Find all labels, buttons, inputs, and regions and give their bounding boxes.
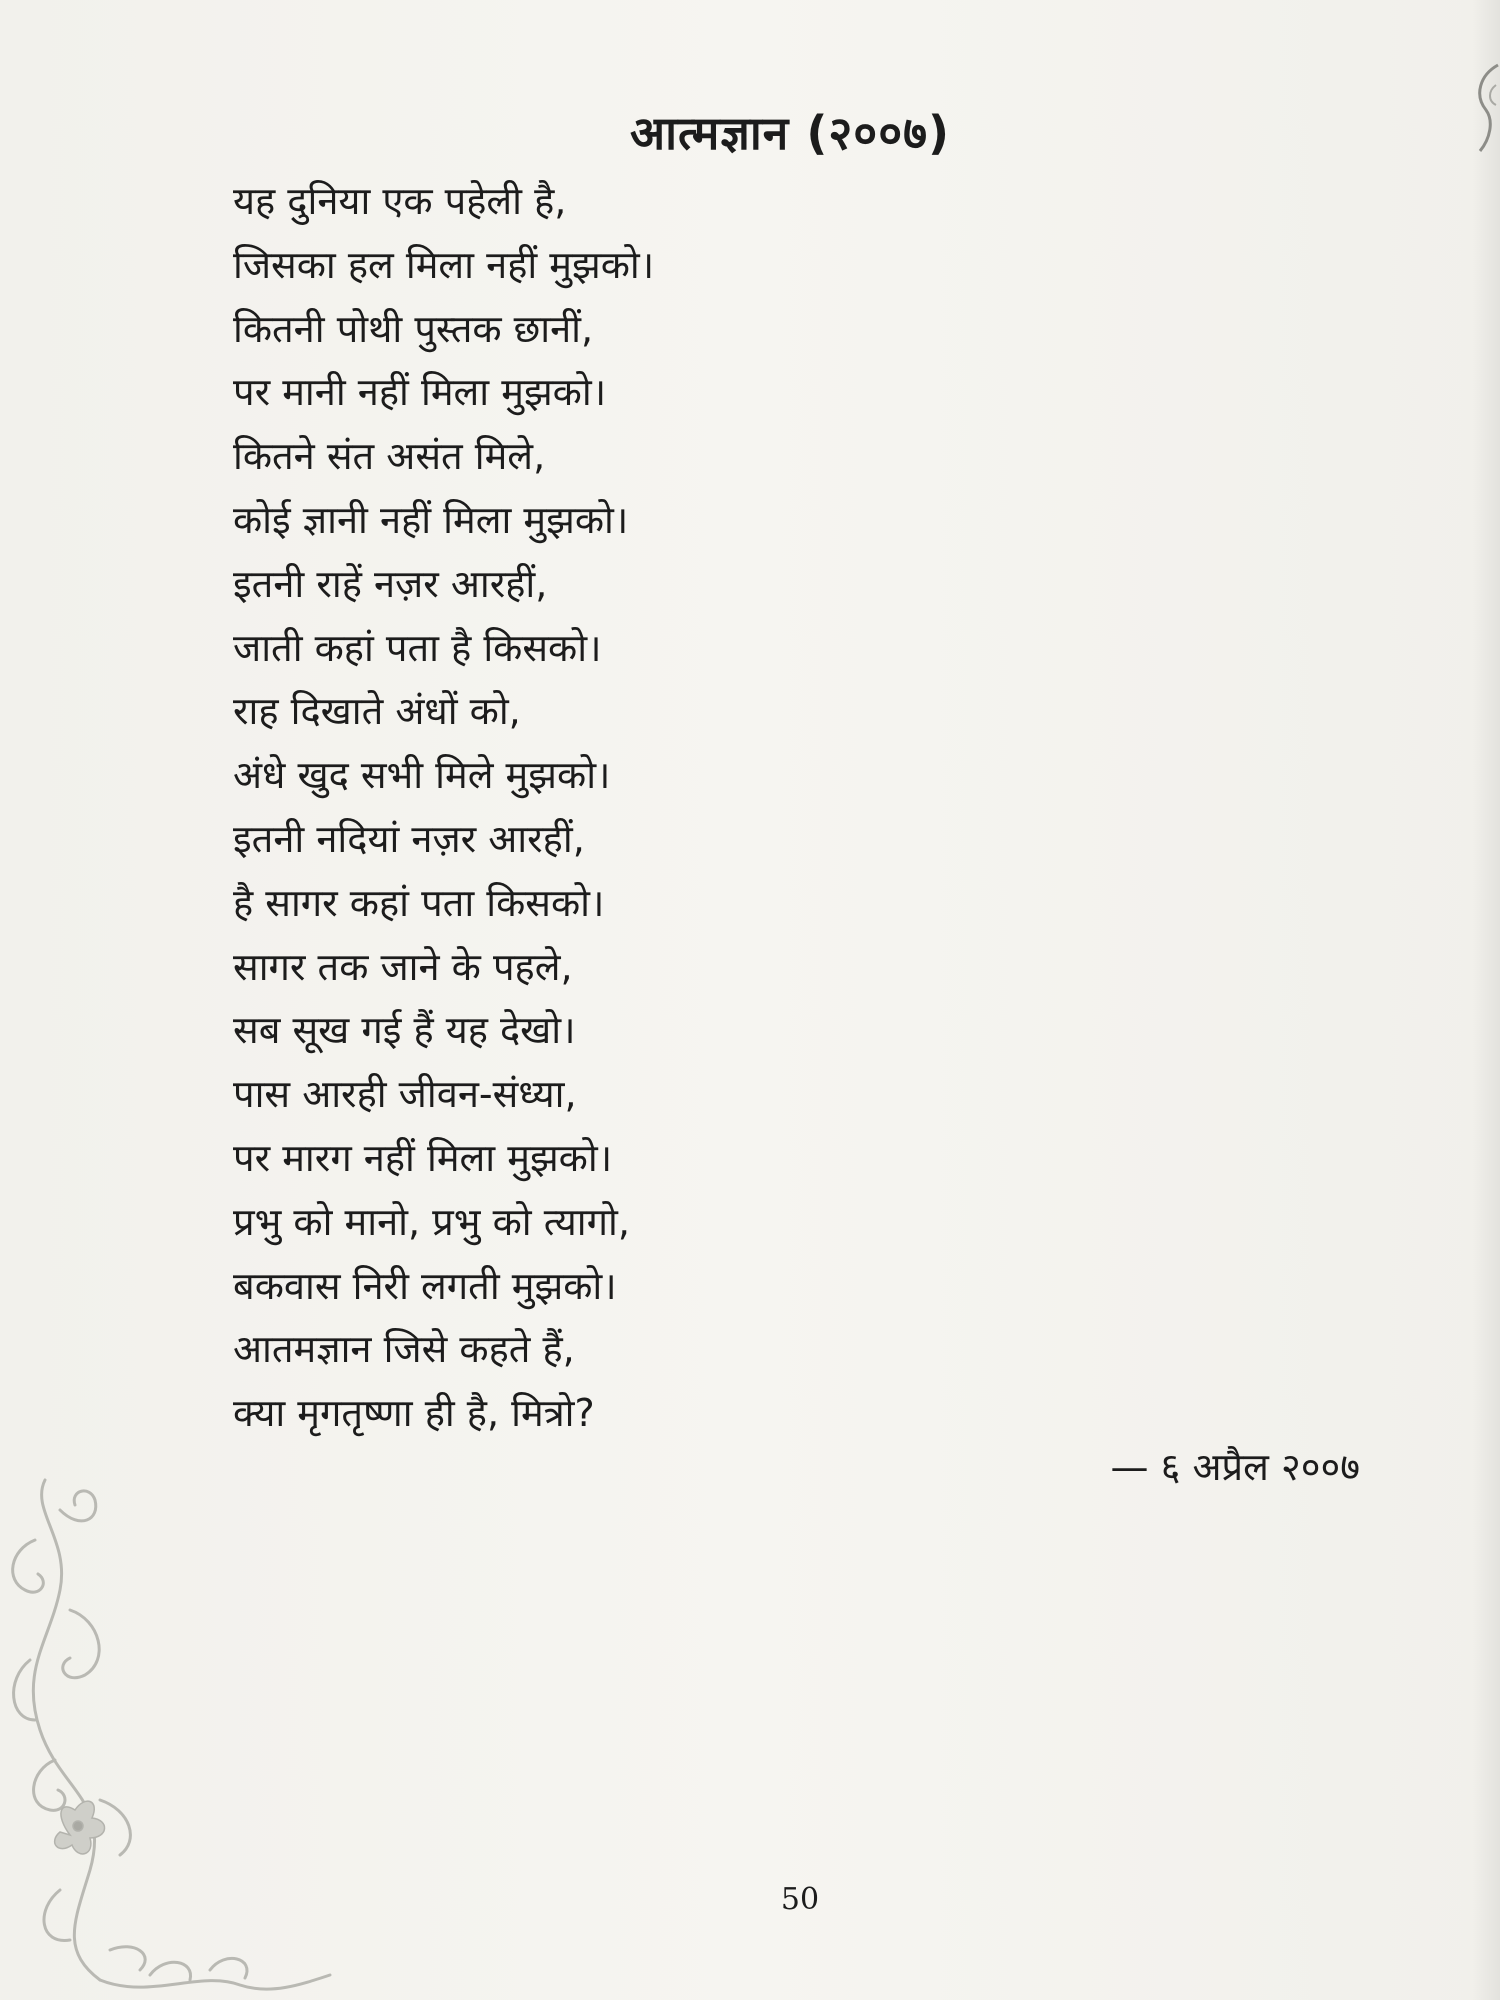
poem-line: आतमज्ञान जिसे कहते हैं, <box>233 1327 575 1372</box>
poem-line: सागर तक जाने के पहले, <box>233 944 573 989</box>
poem-line: क्या मृगतृष्णा ही है, मित्रो? <box>233 1391 595 1436</box>
page-number: 50 <box>780 1882 820 1917</box>
poem-line: यह दुनिया एक पहेली है, <box>233 179 567 223</box>
poem-line: पास आरही जीवन-संध्या, <box>233 1072 577 1117</box>
poem-line: कितने संत असंत मिले, <box>233 434 546 479</box>
floral-scroll-ornament-icon <box>0 1470 340 2000</box>
poem-title: आत्मज्ञान (२००७) <box>629 105 951 160</box>
poem-line: पर मारग नहीं मिला मुझको। <box>233 1135 613 1180</box>
poem-line: अंधे खुद सभी मिले मुझको। <box>233 753 611 798</box>
poem-line: जिसका हल मिला नहीं मुझको। <box>233 242 655 287</box>
poem-line: जाती कहां पता है किसको। <box>233 625 602 670</box>
poem-line: इतनी राहें नज़र आरहीं, <box>233 561 548 606</box>
page-edge-shadow <box>1472 0 1500 2000</box>
poem-date: — ६ अप्रैल २००७ <box>1110 1445 1360 1489</box>
poem-line: है सागर कहां पता किसको। <box>233 880 605 925</box>
poem-line: कोई ज्ञानी नहीं मिला मुझको। <box>233 497 629 542</box>
poem-line: पर मानी नहीं मिला मुझको। <box>233 370 607 415</box>
poem-line: प्रभु को मानो, प्रभु को त्यागो, <box>233 1199 630 1244</box>
poem-line: इतनी नदियां नज़र आरहीं, <box>233 816 585 861</box>
poem-line: कितनी पोथी पुस्तक छानीं, <box>233 306 594 351</box>
poem-line: राह दिखाते अंधों को, <box>233 689 521 734</box>
poem-body <box>233 170 1133 1446</box>
poem-line: सब सूख गई हैं यह देखो। <box>233 1008 576 1053</box>
poem-line: बकवास निरी लगती मुझको। <box>233 1263 617 1308</box>
